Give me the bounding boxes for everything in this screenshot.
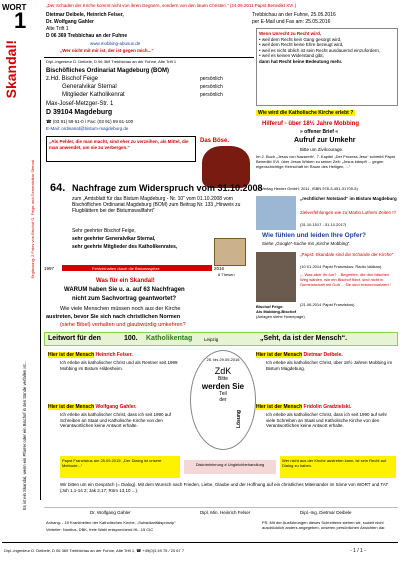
dialog-right-text: Wer nicht aus der Kirche austreten kann, ist sein Recht auf Dialog zu haben.: [282, 458, 387, 468]
wenn-unrecht-box: [256, 28, 398, 106]
circle-date: 25. bis 29.05.2016: [206, 357, 240, 362]
recipient-line-3: Generalvikar Sternal: [62, 84, 117, 90]
salutation-3: sehr geehrte Mitglieder des Katholikenrates,: [72, 244, 178, 250]
fax-line: per E-Mail und Fax am: 25.05.2016: [252, 19, 331, 25]
nachfrage-number: 64.: [50, 182, 66, 194]
skandal-q-4: Wie viele Menschen müssen noch aus der Kirche: [60, 306, 181, 312]
fehl-bar: [62, 265, 212, 271]
bible-quote: „Wer nicht mit mir ist, der ist gegen mich...“: [60, 48, 154, 53]
bitte-zivilcourage: Bitte um Zivilcourage.: [300, 147, 344, 152]
nachfrage-title: Nachfrage zum Widerspruch vom 31.10.2008: [72, 183, 263, 193]
leitwort-number: 100.: [124, 335, 138, 342]
papst-date: (10.01.2014 Papst Franziskus: Radio Vatikan): [300, 264, 382, 269]
footer-verteiler: Verteiler: Nuntius, DBK, freie Wahl entsprechend HL. 15 CIC: [46, 527, 154, 532]
leitwort-katholikentag: Katholikentag: [146, 335, 193, 342]
wartburg-image: [256, 196, 296, 230]
fehl-start-year: 1997: [44, 266, 55, 271]
circle-bitte: Bitte: [217, 376, 228, 382]
recipient-email[interactable]: E-Mail: ordinariat@bistum-magdeburg.de: [46, 126, 129, 131]
recipient-line-2: z.Hd. Bischof Feige: [46, 76, 99, 82]
theses-label: 8 Thesen: [218, 272, 235, 277]
personal-3: persönlich: [200, 92, 223, 98]
side-note-vertical: Ergänzung: 2 Fotos von Bischof G. Feige und Generalvikar Sternal: [30, 160, 35, 279]
closing-text: Wir bitten um ein Gespräch (= Dialog). Mit dem Wunsch nach Frieden, Liebe, Glaube und der Hoffnung auf ein christliches Miteinander im Sinne von WORT und TAT (Joh 1,1-14 2; Jak 2,17; Röm 13,10 ...).: [60, 482, 389, 493]
person-2-intro: Hier ist der Mensch Wolfgang Gahler.: [48, 404, 137, 410]
header-quote: „Der Schaden der Kirche kommt nicht von ihren Gegnern, sondern von den lauen Christen.“ (24.09.2011 Papst Benedikt XVI.): [46, 3, 297, 8]
luther-dates: (31.10.1517 - 31.10.2017): [300, 222, 347, 227]
footer-pdf-note: PS: Mit der Ausführungen dieses Schreibens stehen wir, soweit nicht ausdrücklich anders angegeben, unseren persönlichen Ansichten dar.: [262, 520, 386, 530]
date-line: Trebbichau an der Fuhne, 25.05.2016: [252, 12, 336, 18]
fehl-end-year: 2016: [214, 266, 225, 271]
base-quote-text: „Als Pehler, die man macht, sind eher zu verzeihen, als Mittel, die man anwendet, um sie zu verbergen.“: [49, 139, 189, 150]
person-4-text: Ich erlebe als katholischer Christ, dass ich seit 1990 auf sehr viele Schreiben an Staat und Katholische Kirche von den Verantwortlichen keine Antwort erhalte.: [266, 412, 388, 428]
dialog-label-1: Diskriminierung: [195, 462, 224, 467]
pope-vertical-text: Es ist ein Skandal, wenn ein Pfarrer oder ein Bischof in den Sünde verfallen ist...: [22, 360, 27, 510]
address-line-1: Alte Trift 1: [46, 26, 69, 32]
erlebt-title: Wie wird die Katholische Kirche erlebt ?: [258, 110, 354, 116]
signature-felser: Dipl. Min. Heinrich Felser: [200, 510, 251, 515]
circle-zdk: ZdK: [214, 366, 232, 376]
recipient-city: D 39104 Magdeburg: [46, 109, 113, 116]
papst-source: (21.06.2014 Papst Franziskus): [300, 302, 355, 307]
papst-skandal: „Papst: Skandale sind die Schande der Kirche“: [300, 252, 394, 257]
demon-image: [202, 146, 250, 188]
signature-deibele: Dipl.-Ing. Dietmar Deibele: [300, 510, 352, 515]
google-note: Siehe „Google“-Suche mit „Kirche Mobbing“.: [262, 241, 351, 246]
header-divider: [44, 57, 254, 58]
person-2-text: Ich erlebe als katholischer Christ, dass ich seit 1990 auf Schreiben an Staat und Katholische Kirche von den Verantwortlichen keine Antwort erhalte.: [60, 412, 172, 428]
zielverfehlungen: Zielverfehlungen wie zu Martin Luthers Zeiten !?: [300, 210, 397, 215]
wenn-line-3: • weil es nicht üblich ist sein Recht ausdauernd einzufordern,: [259, 47, 381, 53]
skandal-q-5: austreten, bevor Sie sich nach christlichen Normen: [46, 314, 181, 320]
footer-page: - 1 / 1 -: [350, 548, 366, 554]
dialog-left-box: [60, 456, 180, 478]
person-1-text: Ich erlebe als katholischer Christ und als Rentner seit 1999 Mobbing im Bistum Hildesheim.: [60, 360, 178, 371]
salutation-2: sehr geehrter Generalvikar Sternal,: [72, 236, 156, 242]
wenn-line-1: • weil dem Recht kein Gang gesorgt wird,: [259, 36, 342, 42]
person-1-intro: Hier ist der Mensch Heinrich Felser.: [48, 352, 133, 358]
signature-gahler: Dr. Wolfgang Gahler: [90, 510, 131, 515]
website-link[interactable]: www.mobbing-abusus.de: [90, 41, 141, 46]
fuehlen: Wie fühlen und leiden Ihre Opfer?: [262, 232, 366, 239]
bischof-caption-1: Bischof Feige:: [256, 304, 284, 309]
leitwort-seht: „Seht, da ist der Mensch“.: [260, 335, 348, 342]
base-label: Das Böse.: [200, 138, 230, 144]
sender-line: Dipl.-Ingenieur D. Deibele, D 06 369 Trebbichau an der Fuhne, Alte Trift 1: [46, 59, 177, 64]
bischof-caption-2: Als Mobbing-Bischof: [256, 309, 296, 314]
nachfrage-body: zum „Amtsblatt für das Bistum Magdeburg - Nr. 10“ vom 01.10.2008 vom Bischöflichen Ordinariat Magdeburg (BOM) zum Beitrag Nr. 133 „Hinweis zu Flugblättern bei der Bistumswallfahrt“: [72, 196, 241, 214]
skandal-q-1: Was für ein Skandal!: [96, 278, 155, 284]
recipient-phone: ☎ (03 91) 59 61-0 / Fax: (03 91) 59 61-100: [46, 119, 134, 124]
leitwort-leipzig: Leipzig: [204, 337, 219, 342]
base-quote-box: [46, 136, 196, 162]
rechtlicher-notstand: „rechtlicher Notstand“ im Bistum Magdeburg: [300, 196, 397, 201]
recipient-street: Max-Josef-Metzger-Str. 1: [46, 101, 114, 107]
wenn-line-0: Wenn Unrecht zu Recht wird,: [259, 31, 322, 36]
wenn-line-5: dann hat Recht keine Bedeutung mehr.: [259, 58, 343, 64]
circle-werden: werden Sie: [201, 382, 245, 391]
skandal-q-3: nicht zum Sachvortrag geantwortet?: [72, 296, 177, 302]
circle-teil: Teil: [219, 391, 227, 397]
sanctions-text: Im 2. Buch „Jesus von Nazareth“, 7. Kapitel „Der Prozess Jesu“ schreibt Papst Benedikt XVI. über Jesus Wirken zu seiner Zeit: „Jesus kämpft ... gegen eigenschichtige Herrschaft im Raum des Heiligen, ...“: [256, 154, 395, 169]
skandal-q-2: WARUM haben Sie u. a. auf 63 Nachfragen: [64, 287, 185, 293]
authors-line-1: Dietmar Deibele, Heinrich Felser,: [46, 12, 124, 18]
leitwort-prefix: Leitwort für den: [48, 335, 101, 342]
person-4-intro: Hier ist der Mensch Fridolin Gradzielski.: [256, 404, 352, 410]
footer-anhang: Anhang: - 15 Krankheiten der Katholischen Kirche, „Subsidiaritätsprinzip“: [46, 520, 176, 525]
signature-rule: [44, 507, 398, 508]
circle-der: der: [219, 397, 227, 403]
dialog-left-text: Papst Franziskus am 25.09.2015: „Der Dialog ist unsere Methode...“: [62, 458, 162, 468]
papst-quote: „...Was aber Ihr tun? ...Begreifen, die den falschen Weg wählen, wie ein Bischof führt, sind nicht in Gemeinschaft mit Gott ... Sie sind exkommuniziert.“: [300, 272, 392, 287]
wenn-line-4: • weil es keinen Widerstand gibt,: [259, 53, 324, 58]
footer-bottom-line: Dipl.-Ingenieur D. Deibele, D 06 369 Trebbichau an der Fuhne, Alte Trift 1, ☎ +49(0)3 49 75 / 20 67 7: [4, 548, 185, 553]
authors-line-2: Dr. Wolfgang Gahler: [46, 19, 94, 25]
personal-2: persönlich: [200, 84, 223, 90]
offener-brief: » offener Brief «: [300, 129, 339, 135]
hilferuf: Hilferuf - über 18½ Jahre Mobbing: [262, 121, 360, 127]
wort-number: 1: [14, 8, 27, 33]
person-3-text: Ich erlebe als katholischer Christ, über 18½ Jahren Mobbing im Bistum Magdeburg.: [266, 360, 393, 371]
wort-label: WORT: [2, 3, 27, 12]
dialog-center: Diskriminierung ≠ Ungleichbehandlung: [184, 460, 276, 474]
person-3-intro: Hier ist der Mensch Dietmar Deibele.: [256, 352, 343, 358]
dialog-label-2: Ungleichbehandlung: [227, 462, 265, 467]
bischof-photo: [256, 252, 296, 302]
bischof-caption-3: (Anlagen siehe Homepage): [256, 314, 305, 319]
theses-door-image: [214, 238, 246, 266]
center-circle: [190, 350, 256, 450]
skandal-vertical-title: Skandal!: [3, 40, 19, 99]
left-strip-divider: [40, 60, 41, 500]
footer-rule: [2, 542, 398, 543]
salutation-1: Sehr geehrter Bischof Feige,: [72, 228, 136, 234]
dialog-right-box: [280, 456, 396, 478]
skandal-q-6: (siehe Bibel) verhalten und glaubwürdig umkehren?: [60, 322, 186, 328]
fehl-label: Fehlverhalten durch die Bistumsspitze: [92, 266, 160, 271]
personal-1: persönlich: [200, 76, 223, 82]
recipient-line-4: Mitglieder Katholikenrat: [62, 92, 125, 98]
umkehr: Aufruf zur Umkehr: [294, 137, 356, 144]
recipient-line-1: Bischöfliches Ordinariat Magdeburg (BOM): [46, 68, 170, 74]
address-line-2: D 06 369 Trebbichau an der Fuhne: [46, 33, 128, 39]
wenn-line-2: • weil dem Recht keine Ehre bezeugt wird,: [259, 42, 344, 47]
herder-note: (© Verlag Herder GmbH, 2011, ISBN 978-3-451-31709-5): [256, 186, 358, 191]
circle-loesung: Lösung: [236, 410, 242, 429]
